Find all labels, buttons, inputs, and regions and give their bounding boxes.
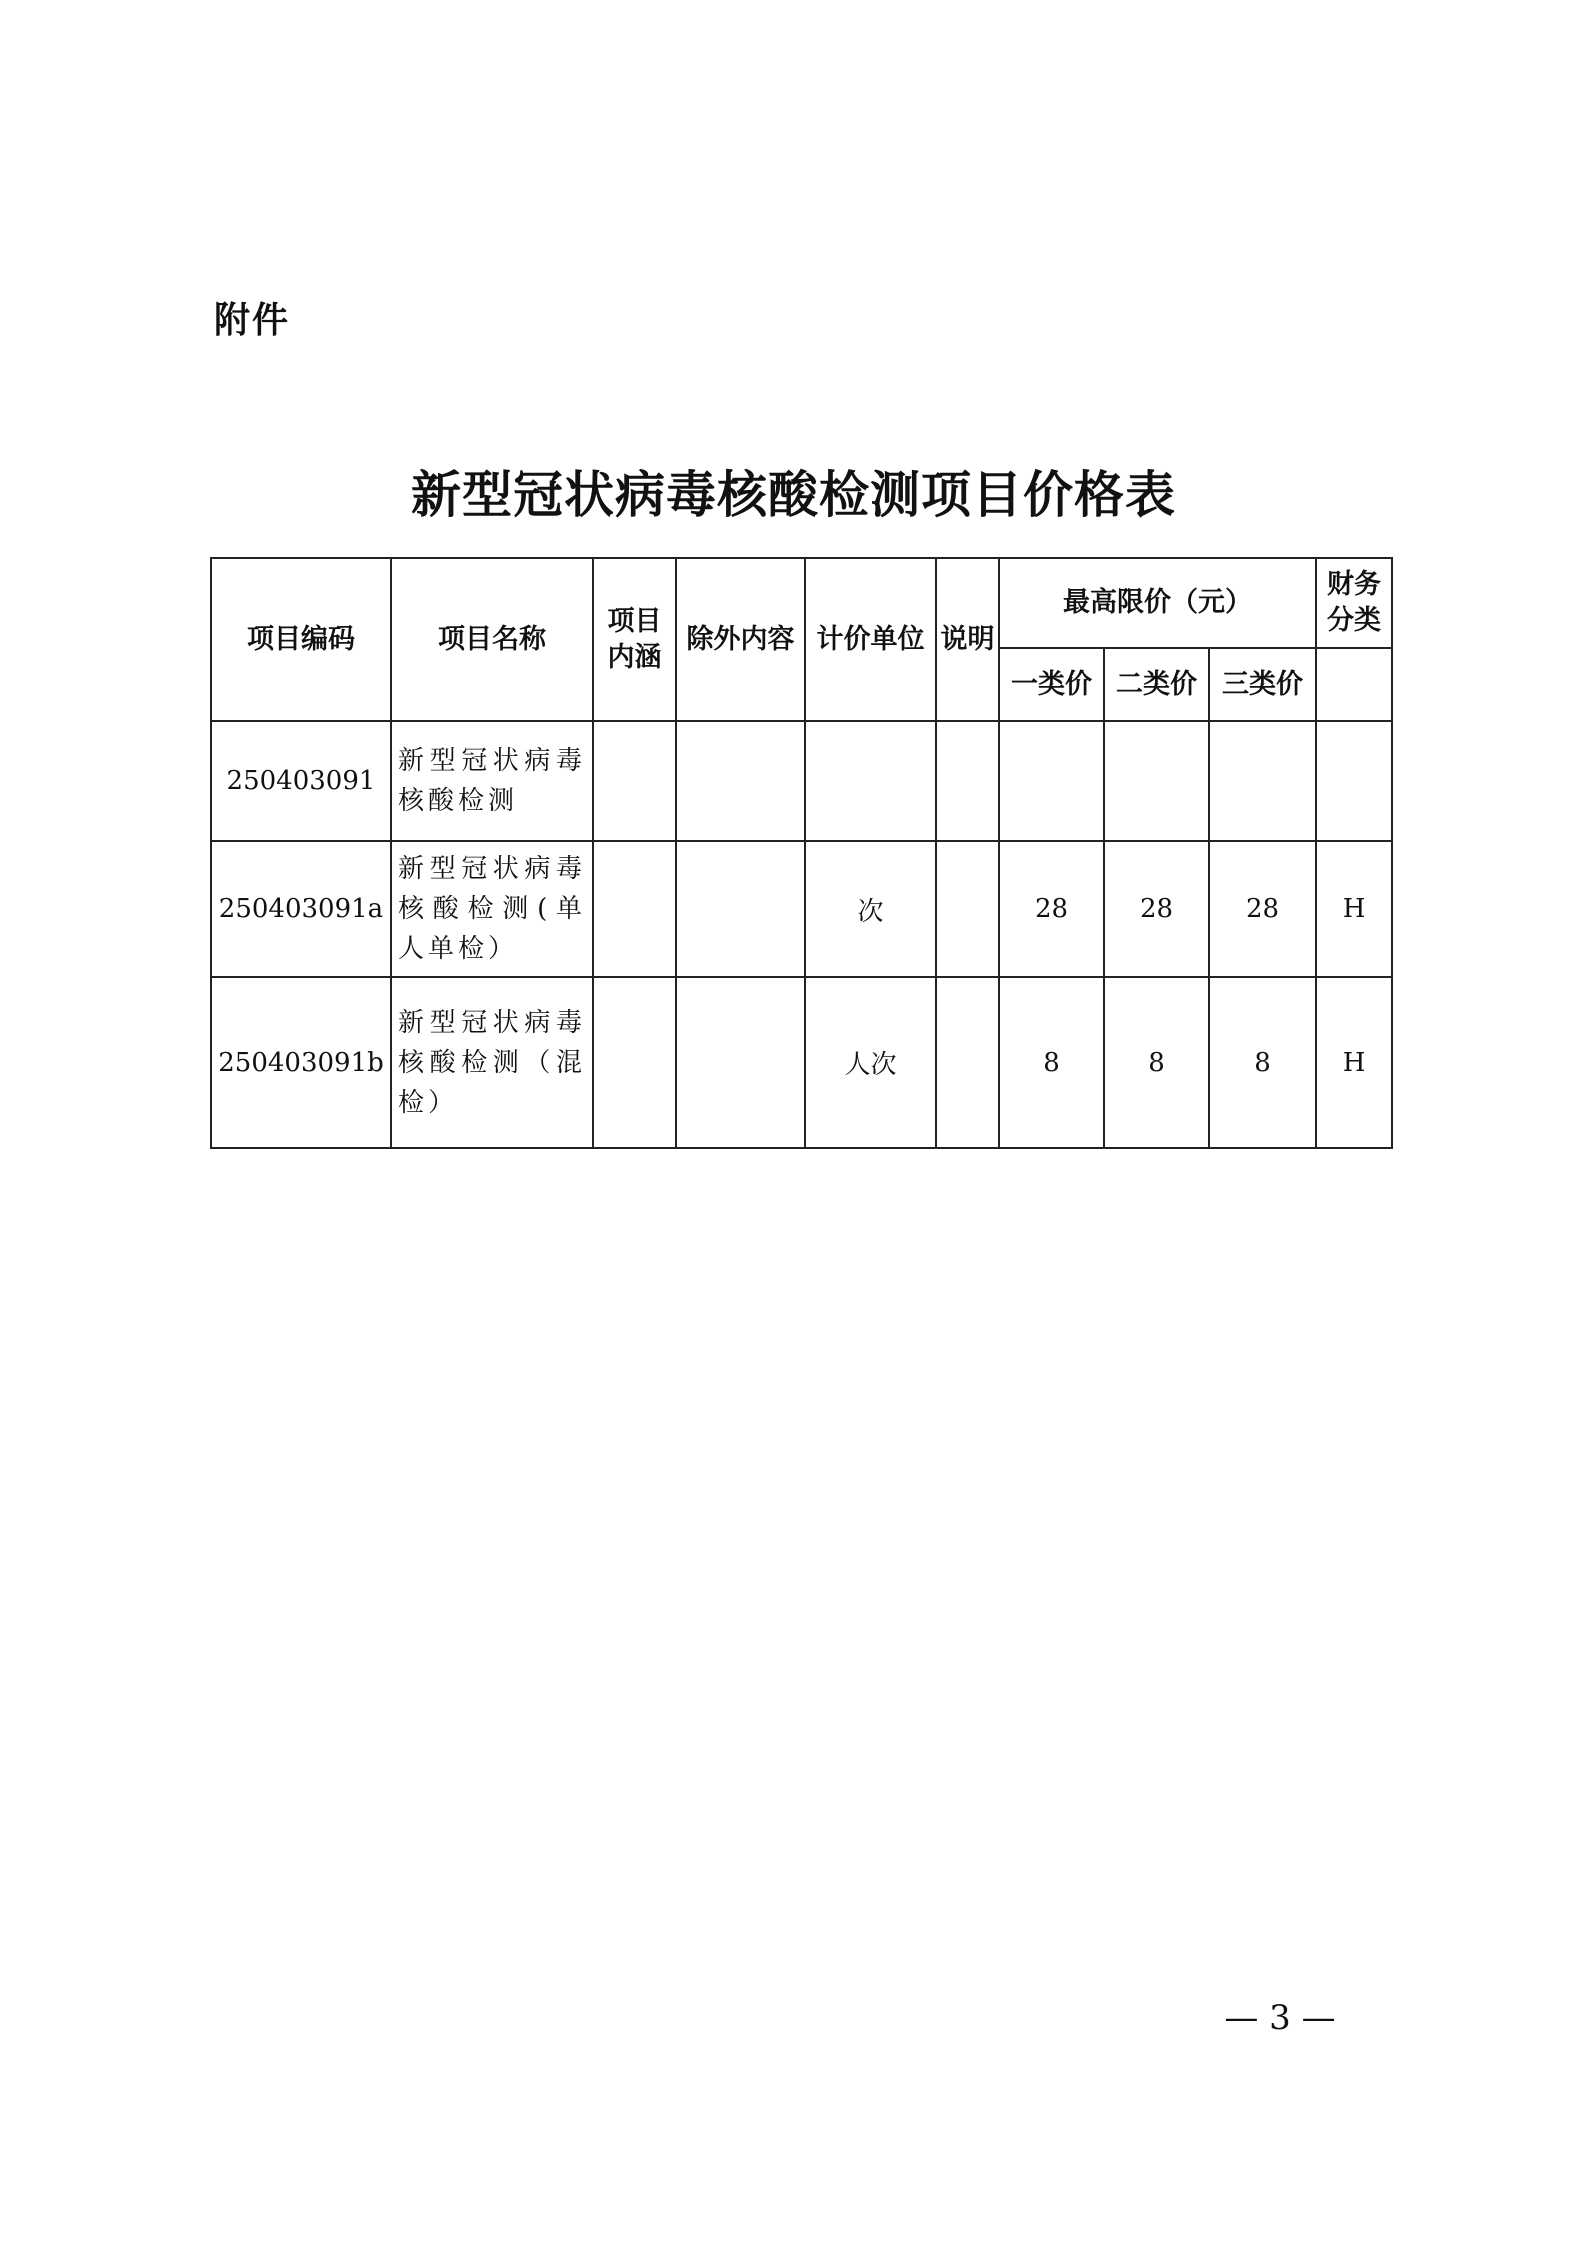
header-notes: 说明 [936,558,999,721]
header-content: 项目 内涵 [593,558,676,721]
table-row [211,721,1392,841]
table-row [211,841,1392,977]
row-class3-price: 8 [1209,977,1316,1148]
row-class1-price: 8 [999,977,1104,1148]
header-class3: 三类价 [1209,648,1316,721]
row-notes [936,721,999,841]
row-code: 250403091 [211,721,391,841]
header-finance-category: 财务 分类 [1316,558,1392,648]
page-number: — 3 — [1224,1998,1336,2038]
header-code: 项目编码 [211,558,391,721]
row-class3-price: 28 [1209,841,1316,977]
document-title: 新型冠状病毒核酸检测项目价格表 [411,465,1176,524]
row-content [593,721,676,841]
row-content [593,841,676,977]
row-class3-price [1209,721,1316,841]
header-unit: 计价单位 [805,558,936,721]
header-row [211,558,1392,648]
header-finance-blank [1316,648,1392,721]
row-content [593,977,676,1148]
row-class2-price [1104,721,1209,841]
row-exclusions [676,721,805,841]
row-name: 新型冠状病毒核酸检测 [391,721,593,841]
row-notes [936,841,999,977]
row-code: 250403091a [211,841,391,977]
row-finance: H [1316,841,1392,977]
attachment-label: 附件 [214,300,291,341]
row-unit: 次 [805,841,936,977]
row-unit: 人次 [805,977,936,1148]
row-code: 250403091b [211,977,391,1148]
header-class2: 二类价 [1104,648,1209,721]
header-class1: 一类价 [999,648,1104,721]
row-finance: H [1316,977,1392,1148]
table-row [211,977,1392,1148]
row-exclusions [676,841,805,977]
row-exclusions [676,977,805,1148]
header-max-price: 最高限价（元） [999,558,1316,648]
row-class2-price: 8 [1104,977,1209,1148]
row-name: 新型冠状病毒核酸检测（混检） [391,977,593,1148]
row-class1-price [999,721,1104,841]
row-class1-price: 28 [999,841,1104,977]
row-class2-price: 28 [1104,841,1209,977]
row-unit [805,721,936,841]
row-notes [936,977,999,1148]
row-name: 新型冠状病毒核酸检测(单人单检） [391,841,593,977]
row-finance [1316,721,1392,841]
price-table [210,557,1393,1149]
header-name: 项目名称 [391,558,593,721]
header-exclusions: 除外内容 [676,558,805,721]
